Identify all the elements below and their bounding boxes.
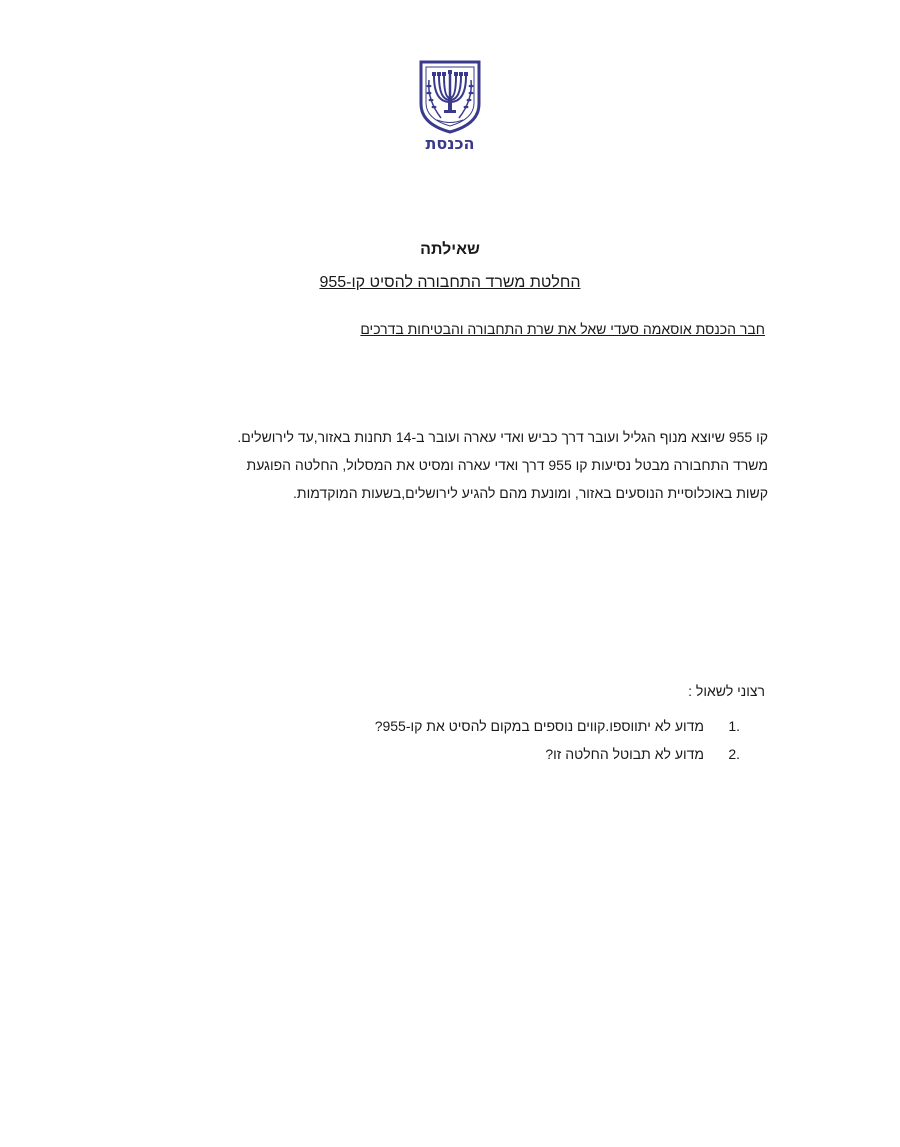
list-item [375,740,740,768]
body-line: משרד התחבורה מבטל נסיעות קו 955 דרך ואדי עארה ומסיט את המסלול, החלטה הפוגעת [246,457,768,473]
knesset-logo [415,58,485,158]
question-number: 1. [728,718,740,734]
body-line: קו 955 שיוצא מנוף הגליל ועובר דרך כביש ואדי עארה ועובר ב-14 תחנות באזור,עד לירושלים. [237,429,768,445]
question-text: מדוע לא תבוטל החלטה זו? [545,746,704,762]
question-text: מדוע לא יתווספו.קווים נוספים במקום להסיט את קו-955? [374,718,704,734]
questions-intro: רצוני לשאול : [688,683,765,699]
body-line: קשות באוכלוסיית הנוסעים באזור, ומונעת מהם להגיע לירושלים,בשעות המוקדמות. [293,485,768,501]
document-subtitle: החלטת משרד התחבורה להסיט קו-955 [319,274,581,291]
document-title: שאילתה [420,241,480,258]
list-item [375,712,740,740]
question-body [148,423,768,507]
asker-line: חבר הכנסת אוסאמה סעדי שאל את שרת התחבורה והבטיחות בדרכים [360,321,765,337]
question-number: 2. [728,746,740,762]
emblem-caption: הכנסת [425,134,475,153]
questions-list [375,712,740,768]
knesset-emblem-icon [415,58,485,134]
